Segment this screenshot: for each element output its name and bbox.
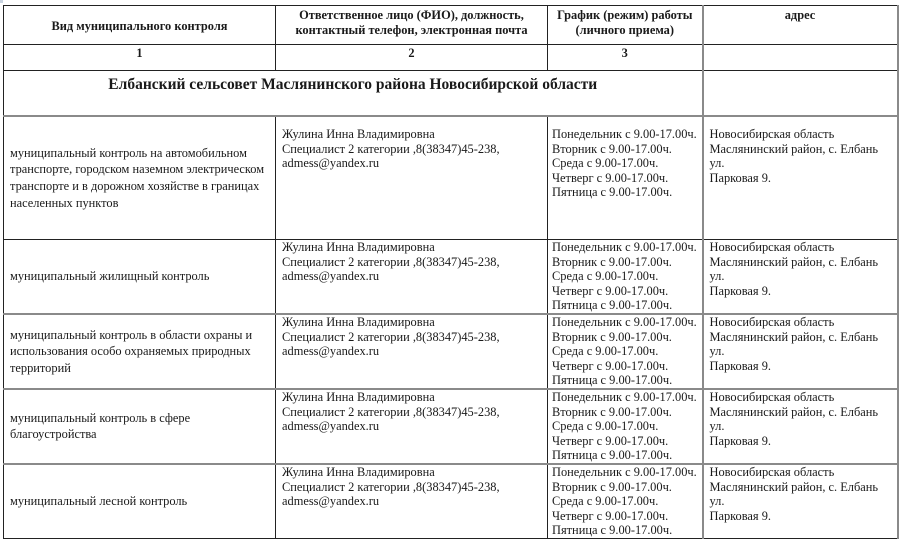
schedule-day: Четверг с 9.00-17.00ч. [552, 358, 669, 373]
work-schedule [548, 116, 703, 240]
address [703, 389, 898, 464]
header-schedule: График (режим) работы (личного приема) [548, 6, 703, 45]
column-number-2: 2 [276, 45, 548, 71]
person-position-phone: Специалист 2 категории ,8(38347)45-238, [282, 254, 500, 269]
column-number-1: 1 [4, 45, 276, 71]
address-line: Парковая 9. [709, 433, 772, 448]
section-row [4, 71, 898, 117]
schedule-day: Вторник с 9.00-17.00ч. [552, 329, 672, 344]
table-row [4, 314, 898, 389]
person-email: admess@yandex.ru [282, 269, 380, 284]
person-email: admess@yandex.ru [282, 494, 380, 509]
column-number-row [4, 45, 898, 71]
header-kind: Вид муниципального контроля [4, 6, 276, 45]
table-row [4, 464, 898, 538]
address-line: Новосибирская область [709, 314, 835, 329]
address-line: Новосибирская область [709, 240, 835, 254]
person-position-phone: Специалист 2 категории ,8(38347)45-238, [282, 404, 500, 419]
schedule-day: Среда с 9.00-17.00ч. [552, 269, 659, 284]
address-line: Парковая 9. [709, 283, 772, 298]
address [703, 314, 898, 389]
address [703, 464, 898, 538]
schedule-day: Пятница с 9.00-17.00ч. [552, 373, 673, 388]
responsible-person [276, 314, 548, 389]
work-schedule [548, 314, 703, 389]
schedule-day: Пятница с 9.00-17.00ч. [552, 448, 673, 463]
table-body [4, 116, 898, 538]
schedule-day: Четверг с 9.00-17.00ч. [552, 170, 669, 185]
schedule-day: Среда с 9.00-17.00ч. [552, 494, 659, 509]
schedule-day: Вторник с 9.00-17.00ч. [552, 404, 672, 419]
person-position-phone: Специалист 2 категории ,8(38347)45-238, [282, 329, 500, 344]
work-schedule [548, 464, 703, 538]
header-address: адрес [703, 6, 898, 45]
address [703, 116, 898, 240]
address-line: Маслянинский район, с. Елбань ул. [709, 141, 879, 171]
column-number-4 [703, 45, 898, 71]
responsible-person [276, 240, 548, 314]
address-line: Маслянинский район, с. Елбань ул. [709, 479, 879, 509]
schedule-day: Среда с 9.00-17.00ч. [552, 419, 659, 434]
address-line: Парковая 9. [709, 170, 772, 185]
address-line: Новосибирская область [709, 464, 835, 479]
schedule-day: Среда с 9.00-17.00ч. [552, 156, 659, 171]
schedule-day: Вторник с 9.00-17.00ч. [552, 479, 672, 494]
responsible-person [276, 116, 548, 240]
person-name: Жулина Инна Владимировна [282, 240, 435, 254]
schedule-day: Понедельник с 9.00-17.00ч. [552, 464, 697, 479]
section-address-cell [703, 71, 898, 117]
schedule-day: Понедельник с 9.00-17.00ч. [552, 314, 697, 329]
schedule-day: Пятница с 9.00-17.00ч. [552, 523, 673, 538]
header-person: Ответственное лицо (ФИО), должность, контактный телефон, электронная почта [276, 6, 548, 45]
column-number-3: 3 [548, 45, 703, 71]
schedule-day: Четверг с 9.00-17.00ч. [552, 508, 669, 523]
table-row [4, 240, 898, 314]
address-line: Новосибирская область [709, 389, 835, 404]
schedule-day: Четверг с 9.00-17.00ч. [552, 283, 669, 298]
person-name: Жулина Инна Владимировна [282, 314, 435, 329]
control-kind: муниципальный контроль в области охраны и использования особо охраняемых природных территорий [4, 314, 276, 389]
person-name: Жулина Инна Владимировна [282, 389, 435, 404]
schedule-day: Понедельник с 9.00-17.00ч. [552, 240, 697, 254]
schedule-day: Пятница с 9.00-17.00ч. [552, 185, 673, 200]
schedule-day: Четверг с 9.00-17.00ч. [552, 433, 669, 448]
control-kind: муниципальный жилищный контроль [4, 240, 276, 314]
schedule-day: Понедельник с 9.00-17.00ч. [552, 127, 697, 141]
address-line: Маслянинский район, с. Елбань ул. [709, 254, 879, 284]
control-kind: муниципальный контроль на автомобильном транспорте, городском наземном электрическом транспорте и в дорожном хозяйстве в границах населенных пунктов [4, 116, 276, 240]
person-position-phone: Специалист 2 категории ,8(38347)45-238, [282, 141, 500, 156]
schedule-day: Среда с 9.00-17.00ч. [552, 344, 659, 359]
schedule-day: Вторник с 9.00-17.00ч. [552, 254, 672, 269]
table-row [4, 389, 898, 464]
page-corner-marker [0, 0, 3, 3]
person-email: admess@yandex.ru [282, 344, 380, 359]
person-name: Жулина Инна Владимировна [282, 127, 435, 141]
schedule-day: Вторник с 9.00-17.00ч. [552, 141, 672, 156]
responsible-person [276, 464, 548, 538]
municipal-control-table [3, 5, 899, 539]
work-schedule [548, 389, 703, 464]
schedule-day: Понедельник с 9.00-17.00ч. [552, 389, 697, 404]
header-row [4, 6, 898, 45]
control-kind: муниципальный контроль в сфере благоустройства [4, 389, 276, 464]
person-position-phone: Специалист 2 категории ,8(38347)45-238, [282, 479, 500, 494]
person-name: Жулина Инна Владимировна [282, 464, 435, 479]
person-email: admess@yandex.ru [282, 419, 380, 434]
address [703, 240, 898, 314]
address-line: Парковая 9. [709, 358, 772, 373]
address-line: Маслянинский район, с. Елбань ул. [709, 329, 879, 359]
schedule-day: Пятница с 9.00-17.00ч. [552, 298, 673, 313]
address-line: Новосибирская область [709, 127, 835, 141]
section-title: Елбанский сельсовет Маслянинского района Новосибирской области [4, 71, 703, 117]
address-line: Маслянинский район, с. Елбань ул. [709, 404, 879, 434]
work-schedule [548, 240, 703, 314]
person-email: admess@yandex.ru [282, 156, 380, 171]
responsible-person [276, 389, 548, 464]
control-kind: муниципальный лесной контроль [4, 464, 276, 538]
address-line: Парковая 9. [709, 508, 772, 523]
table-row [4, 116, 898, 240]
